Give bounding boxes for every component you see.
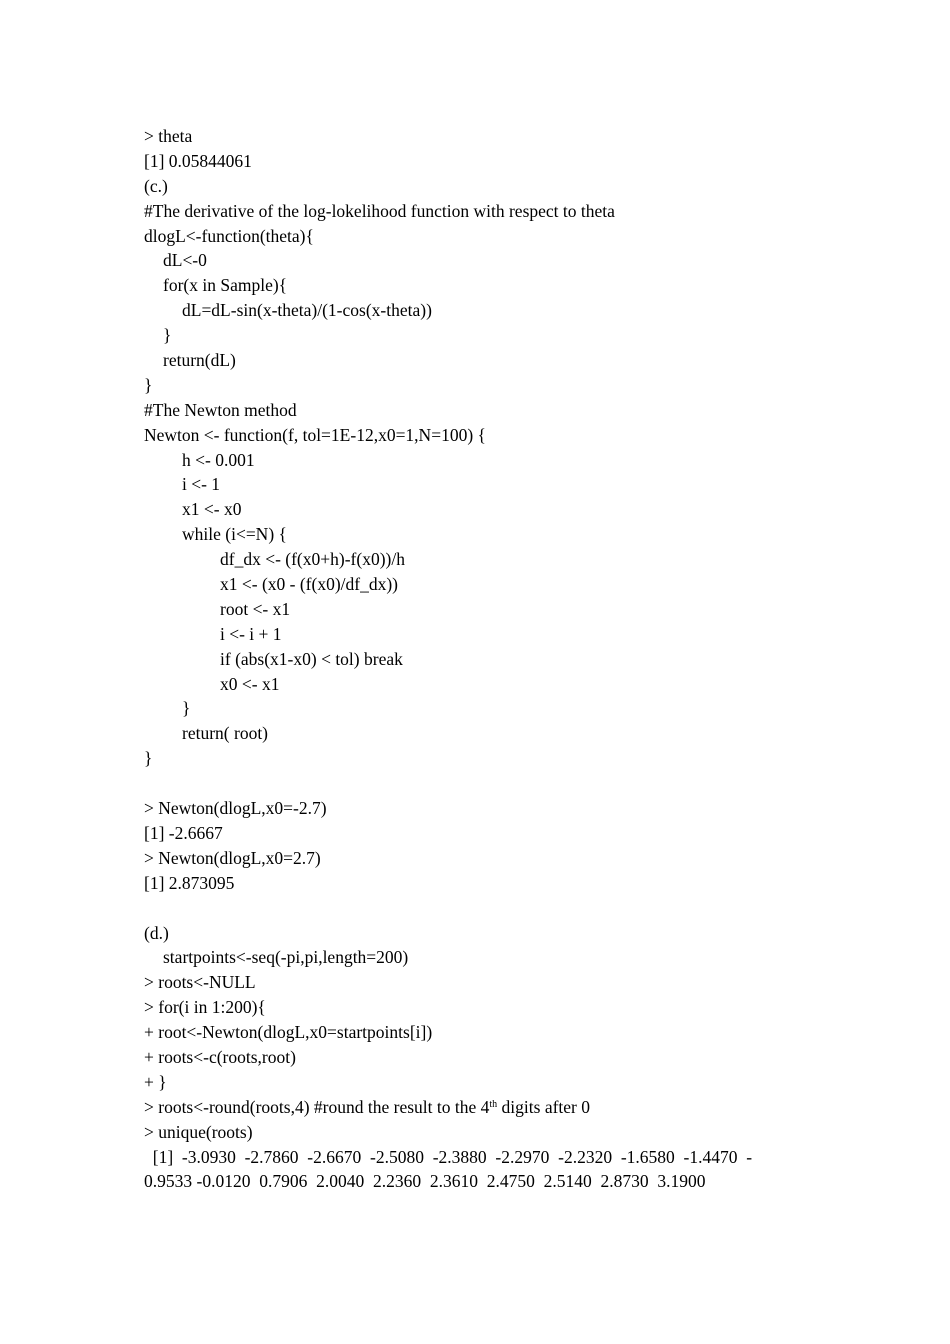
console-output-line: [1] 0.05844061 (144, 150, 252, 171)
code-line: } (182, 698, 191, 719)
code-line: dL<-0 (163, 250, 207, 271)
code-comment: #The derivative of the log-lokelihood function with respect to theta (144, 200, 615, 221)
code-comment: #The Newton method (144, 399, 297, 420)
console-output-line: [1] -2.6667 (144, 822, 223, 843)
ordinal-superscript: th (489, 1098, 498, 1110)
console-prompt-line: > theta (144, 126, 193, 146)
console-continuation-line: + roots<-c(roots,root) (144, 1046, 296, 1067)
code-line: h <- 0.001 (182, 449, 255, 470)
code-line: i <- 1 (182, 474, 221, 495)
code-line: } (163, 325, 172, 346)
code-line: while (i<=N) { (182, 524, 287, 545)
code-line: } (144, 748, 153, 769)
code-line: if (abs(x1-x0) < tol) break (220, 648, 403, 669)
round-command-text-end: digits after 0 (497, 1096, 590, 1117)
console-output-line: 0.9533 -0.0120 0.7906 2.0040 2.2360 2.3610 2.4750 2.5140 2.8730 3.1900 (144, 1171, 706, 1192)
console-prompt-line: > for(i in 1:200){ (144, 997, 266, 1018)
code-line: Newton <- function(f, tol=1E-12,x0=1,N=100) { (144, 424, 486, 445)
code-line: return(dL) (163, 350, 236, 371)
code-line: dlogL<-function(theta){ (144, 225, 314, 246)
console-output-line: [1] -3.0930 -2.7860 -2.6670 -2.5080 -2.3880 -2.2970 -2.2320 -1.6580 -1.4470 - (144, 1146, 753, 1167)
section-label: (c.) (144, 175, 168, 196)
console-prompt-line: > Newton(dlogL,x0=2.7) (144, 847, 321, 868)
console-prompt-line: > roots<-NULL (144, 972, 256, 993)
code-line: i <- i + 1 (220, 623, 282, 644)
console-prompt-line (144, 1095, 824, 1120)
code-line: for(x in Sample){ (163, 275, 288, 296)
document-page (144, 124, 824, 1194)
code-line: return( root) (182, 723, 269, 744)
code-line: df_dx <- (f(x0+h)-f(x0))/h (220, 549, 405, 570)
code-line: x0 <- x1 (220, 673, 280, 694)
console-continuation-line: + } (144, 1071, 167, 1092)
code-line: x1 <- (x0 - (f(x0)/df_dx)) (220, 574, 399, 595)
code-line: root <- x1 (220, 598, 291, 619)
round-command-text: > roots<-round(roots,4) #round the result to the 4 (144, 1096, 490, 1117)
console-output-line: [1] 2.873095 (144, 872, 235, 893)
blank-line (144, 771, 824, 796)
code-line: x1 <- x0 (182, 499, 242, 520)
console-prompt-line: > unique(roots) (144, 1121, 253, 1142)
blank-line (144, 896, 824, 921)
section-label: (d.) (144, 922, 169, 943)
code-line: dL=dL-sin(x-theta)/(1-cos(x-theta)) (182, 300, 432, 321)
console-continuation-line: + root<-Newton(dlogL,x0=startpoints[i]) (144, 1022, 433, 1043)
code-line: } (144, 374, 153, 395)
code-line: startpoints<-seq(-pi,pi,length=200) (163, 947, 409, 968)
console-prompt-line: > Newton(dlogL,x0=-2.7) (144, 798, 327, 819)
